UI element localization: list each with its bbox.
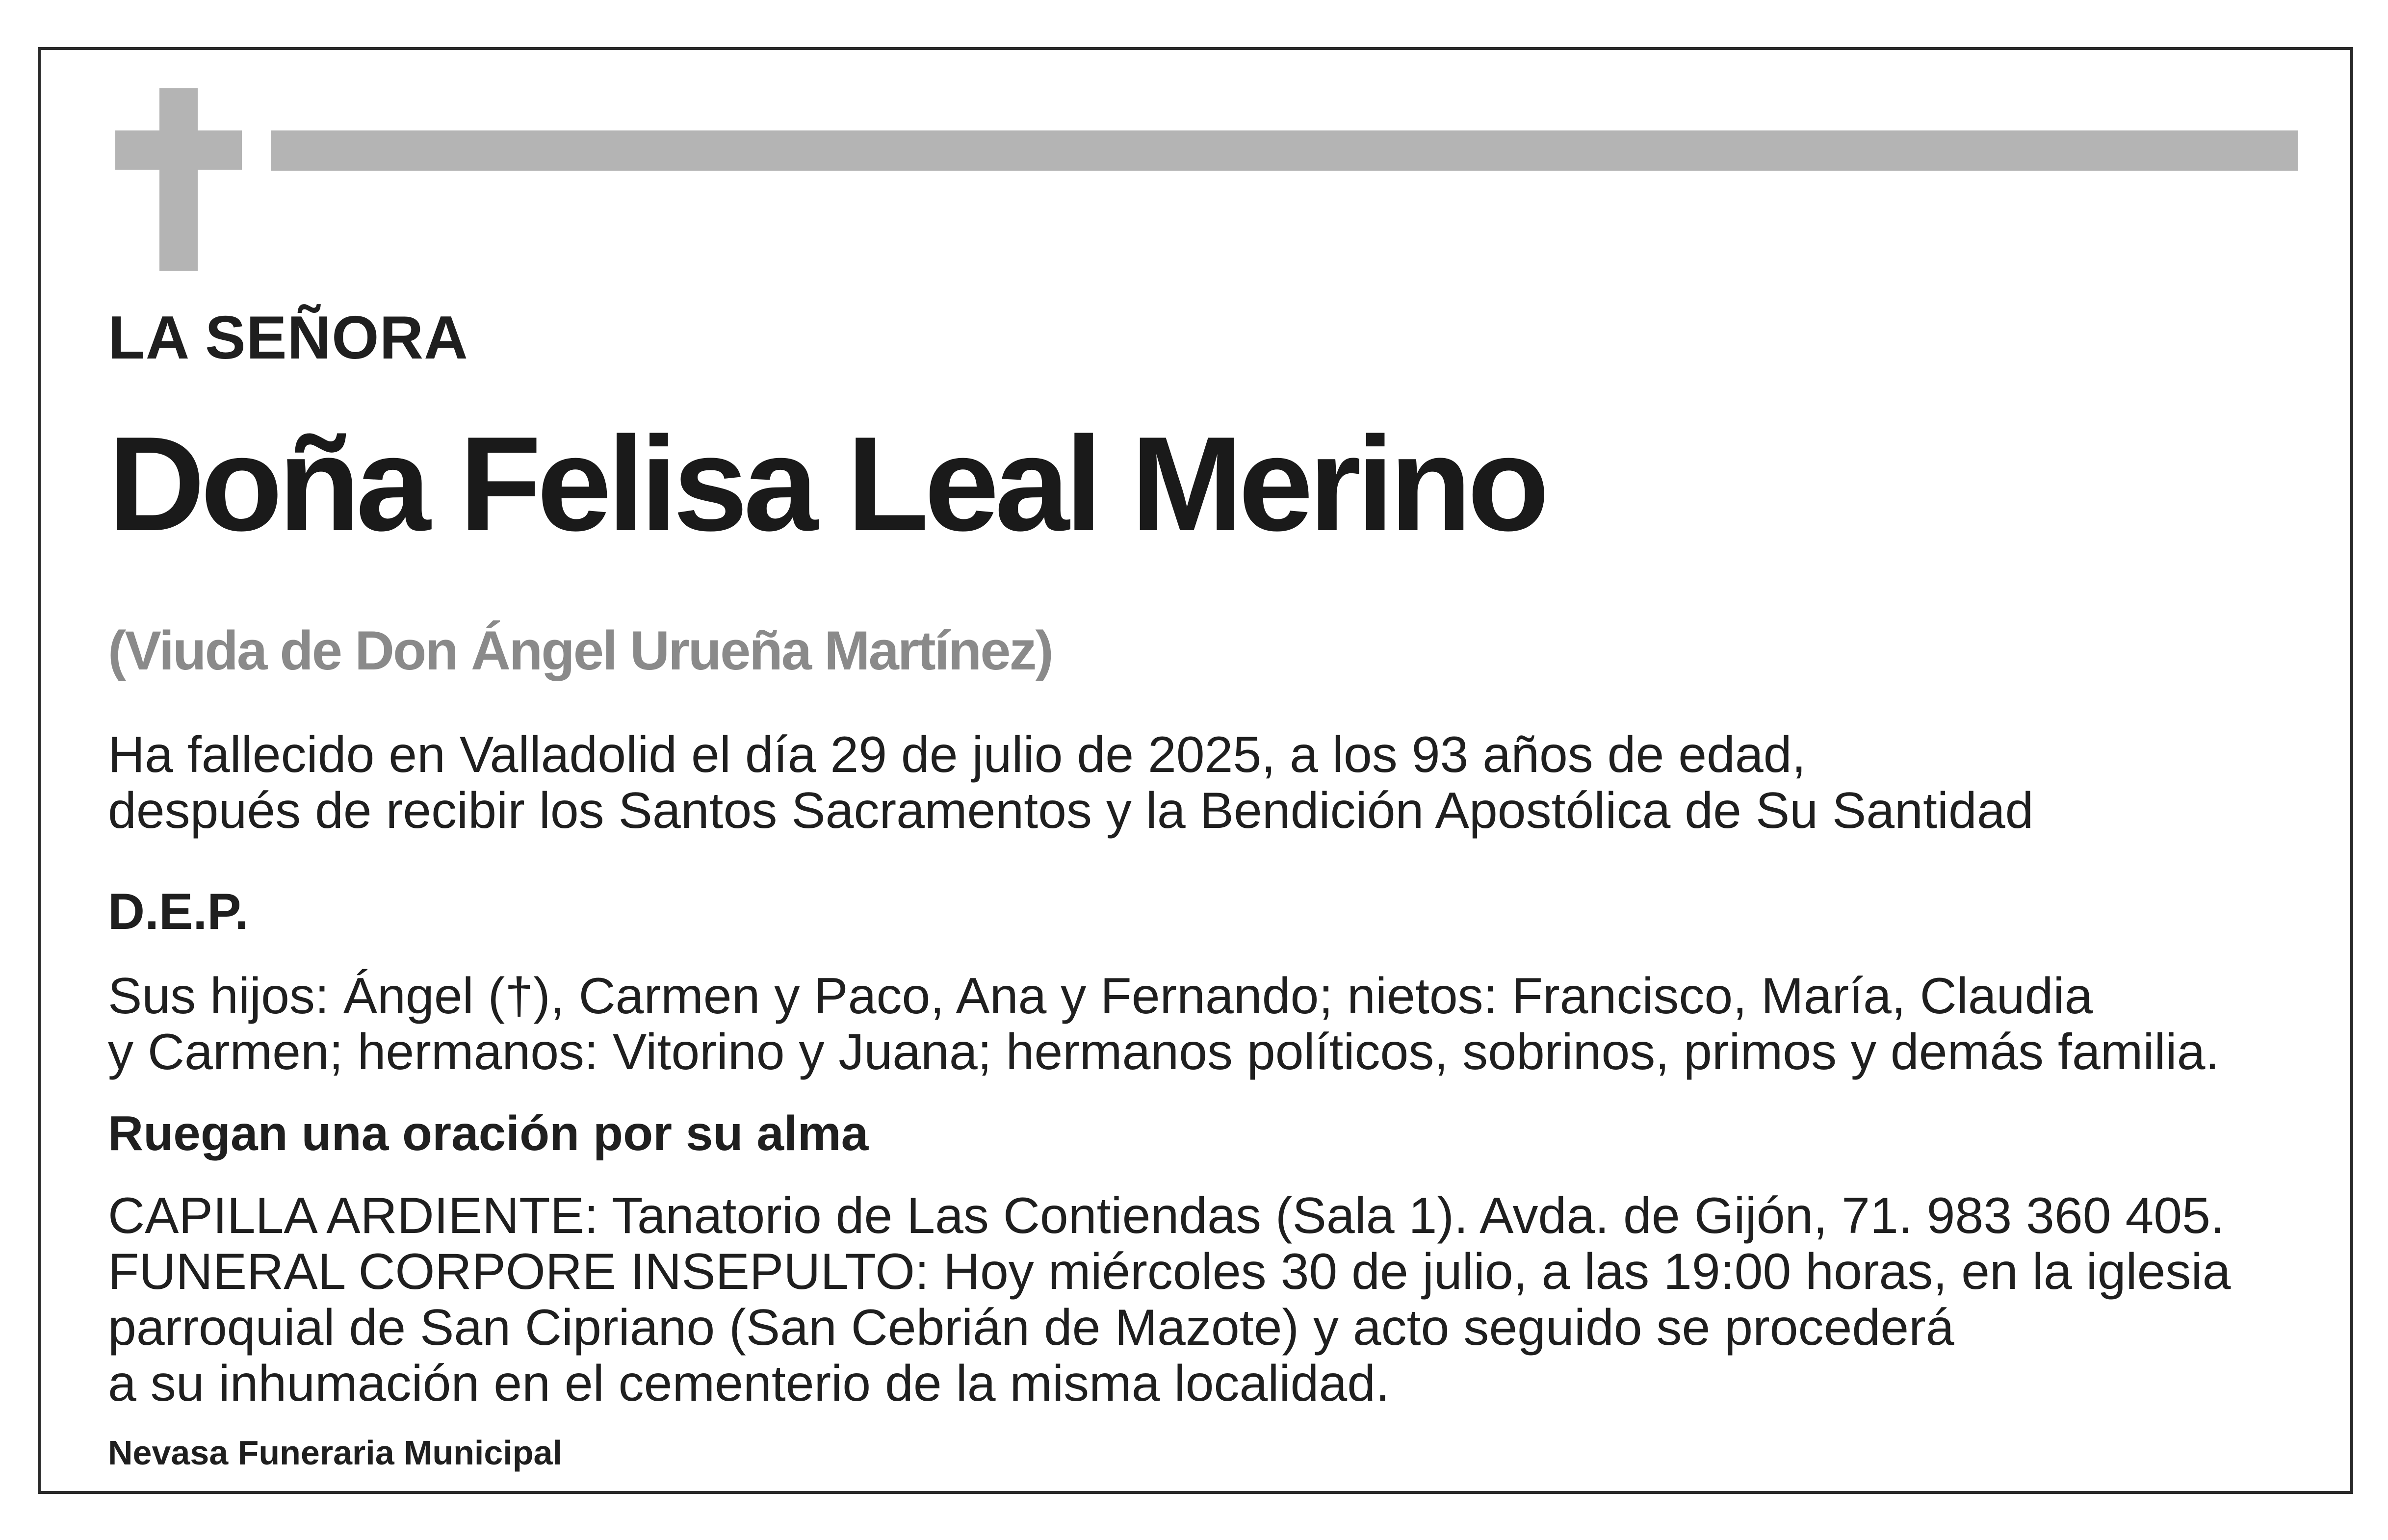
death-line-2: después de recibir los Santos Sacramentos y la Bendición Apostólica de Su Santidad <box>108 782 2034 839</box>
family-line-1: Sus hijos: Ángel (†), Carmen y Paco, Ana y Fernando; nietos: Francisco, María, Claudia <box>108 968 2093 1025</box>
service-line-2: FUNERAL CORPORE INSEPULTO: Hoy miércoles 30 de julio, a las 19:00 horas, en la iglesia <box>108 1243 2231 1300</box>
family-line-2: y Carmen; hermanos: Vitorino y Juana; hermanos políticos, sobrinos, primos y demás familia. <box>108 1024 2220 1080</box>
service-line-3: parroquial de San Cipriano (San Cebrián de Mazote) y acto seguido se procederá <box>108 1299 1954 1356</box>
deceased-name: Doña Felisa Leal Merino <box>108 409 1545 559</box>
honorific-title: LA SEÑORA <box>108 304 468 372</box>
rip-abbreviation: D.E.P. <box>108 883 249 940</box>
death-announcement <box>108 727 2034 839</box>
cross-vertical-bar <box>159 88 198 271</box>
cross-horizontal-bar <box>115 130 242 170</box>
funeral-home-name: Nevasa Funeraria Municipal <box>108 1434 562 1472</box>
service-line-4: a su inhumación en el cementerio de la misma localidad. <box>108 1355 1390 1412</box>
prayer-request: Ruegan una oración por su alma <box>108 1106 869 1161</box>
cross-icon <box>115 88 242 271</box>
service-line-1: CAPILLA ARDIENTE: Tanatorio de Las Contiendas (Sala 1). Avda. de Gijón, 71. 983 360 405. <box>108 1187 2225 1244</box>
widow-of-line: (Viuda de Don Ángel Urueña Martínez) <box>108 620 1052 681</box>
family-list <box>108 968 2219 1080</box>
header-divider-bar <box>271 130 2298 171</box>
service-details <box>108 1188 2231 1412</box>
death-line-1: Ha fallecido en Valladolid el día 29 de julio de 2025, a los 93 años de edad, <box>108 726 1806 783</box>
